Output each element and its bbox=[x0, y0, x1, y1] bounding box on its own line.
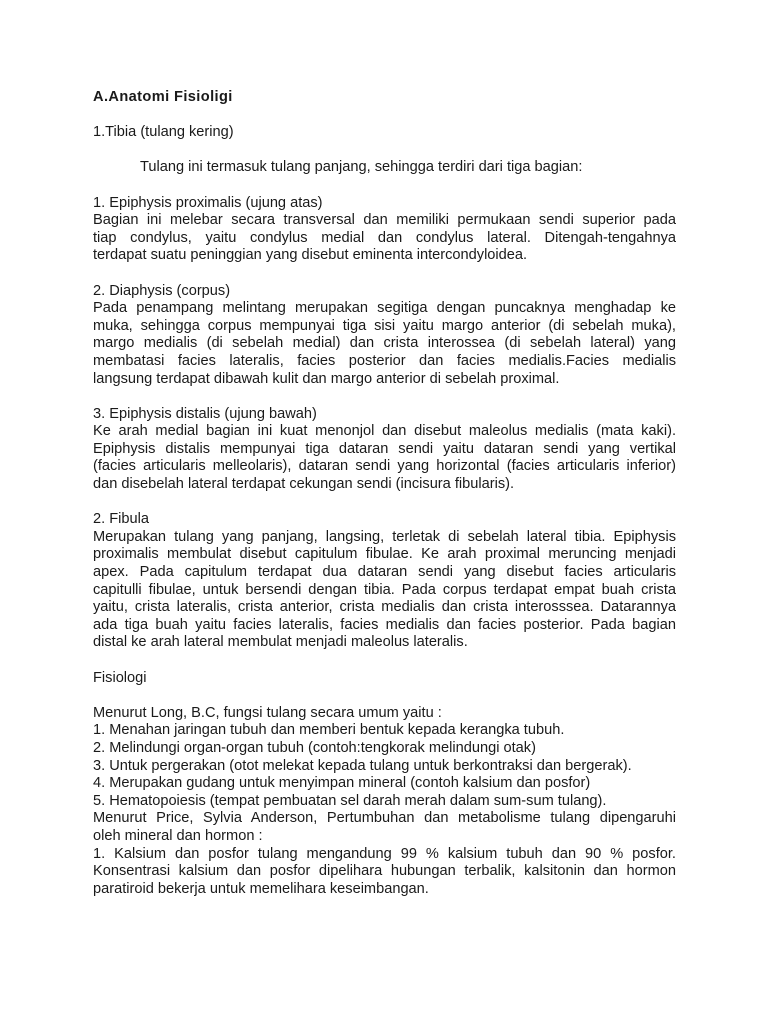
text-line: Bagian ini melebar secara transversal dan memiliki permukaan sendi superior pada bbox=[93, 212, 676, 229]
text-line: oleh mineral dan hormon : bbox=[93, 827, 263, 844]
text-line: membatasi facies lateralis, facies posterior dan facies medialis.Facies medialis bbox=[93, 352, 676, 369]
text-line: paratiroid bekerja untuk memelihara keseimbangan. bbox=[93, 880, 429, 897]
list-item: 1. Menahan jaringan tubuh dan memberi bentuk kepada kerangka tubuh. bbox=[93, 722, 565, 739]
text-line: apex. Pada capitulum terdapat dua dataran sendi yang disebut facies articularis bbox=[93, 564, 676, 581]
text-line: (facies articularis melleolaris), dataran sendi yang horizontal (facies articularis inferior) bbox=[93, 458, 676, 475]
section-1-body bbox=[93, 212, 676, 265]
list-item: 4. Merupakan gudang untuk menyimpan mineral (contoh kalsium dan posfor) bbox=[93, 775, 591, 792]
long-list bbox=[93, 722, 676, 810]
tibia-intro: Tulang ini termasuk tulang panjang, sehingga terdiri dari tiga bagian: bbox=[140, 159, 583, 176]
text-line: proximalis membulat disebut capitulum fibulae. Ke arah proximal meruncing menjadi bbox=[93, 546, 676, 563]
fibula-title: 2. Fibula bbox=[93, 511, 149, 528]
text-line: Epiphysis distalis mempunyai tiga dataran sendi yaitu dataran sendi yang vertikal bbox=[93, 440, 676, 457]
list-item: 5. Hematopoiesis (tempat pembuatan sel darah merah dalam sum-sum tulang). bbox=[93, 792, 607, 809]
text-line: Merupakan tulang yang panjang, langsing, terletak di sebelah lateral tibia. Epiphysis bbox=[93, 528, 676, 545]
section-3-title: 3. Epiphysis distalis (ujung bawah) bbox=[93, 405, 317, 422]
text-line: Ke arah medial bagian ini kuat menonjol dan disebut maleolus medialis (mata kaki). bbox=[93, 423, 676, 440]
text-line: Pada penampang melintang merupakan segitiga dengan puncaknya menghadap ke bbox=[93, 300, 676, 317]
text-line: dan disebelah lateral terdapat cekungan sendi (incisura fibularis). bbox=[93, 476, 515, 493]
tibia-title: 1.Tibia (tulang kering) bbox=[93, 124, 234, 141]
text-line: distal ke arah lateral membulat menjadi maleolus lateralis. bbox=[93, 634, 468, 651]
text-line: tiap condylus, yaitu condylus medial dan condylus lateral. Ditengah-tengahnya bbox=[93, 229, 676, 246]
list-item: 2. Melindungi organ-organ tubuh (contoh:tengkorak melindungi otak) bbox=[93, 739, 536, 756]
text-line: capitulli fibulae, untuk bersendi dengan tibia. Pada corpus terdapat empat buah crista bbox=[93, 581, 676, 598]
section-2-title: 2. Diaphysis (corpus) bbox=[93, 282, 231, 299]
text-line: 1. Kalsium dan posfor tulang mengandung 99 % kalsium tubuh dan 90 % posfor. bbox=[93, 845, 676, 862]
section-2-body bbox=[93, 300, 676, 388]
text-line: langsung terdapat dibawah kulit dan margo anterior di sebelah proximal. bbox=[93, 370, 560, 387]
text-line: ada tiga buah yaitu facies lateralis, facies medialis dan facies posterior. Pada bagian bbox=[93, 616, 676, 633]
text-line: Konsentrasi kalsium dan posfor dipelihara hubungan terbalik, kalsitonin dan hormon bbox=[93, 863, 676, 880]
text-line: margo medialis (di sebelah medial) dan crista interossea (di sebelah lateral) yang bbox=[93, 335, 676, 352]
text-line: terdapat suatu peninggian yang disebut eminenta intercondyloidea. bbox=[93, 247, 528, 264]
text-line: yaitu, crista lateralis, crista anterior, crista medialis dan crista interosssea. Datarannya bbox=[93, 599, 676, 616]
price-intro bbox=[93, 810, 676, 845]
section-3-body bbox=[93, 423, 676, 493]
list-item: 3. Untuk pergerakan (otot melekat kepada tulang untuk berkontraksi dan bergerak). bbox=[93, 757, 632, 774]
text-line: muka, sehingga corpus mempunyai tiga sisi yaitu margo anterior (di sebelah muka), bbox=[93, 317, 676, 334]
long-intro: Menurut Long, B.C, fungsi tulang secara umum yaitu : bbox=[93, 704, 442, 721]
section-1-title: 1. Epiphysis proximalis (ujung atas) bbox=[93, 194, 323, 211]
fisiologi-title: Fisiologi bbox=[93, 669, 147, 686]
text-line: Menurut Price, Sylvia Anderson, Pertumbuhan dan metabolisme tulang dipengaruhi bbox=[93, 810, 676, 827]
document-heading: A.Anatomi Fisioligi bbox=[93, 89, 233, 105]
fibula-body bbox=[93, 529, 676, 652]
price-item-1 bbox=[93, 846, 676, 899]
